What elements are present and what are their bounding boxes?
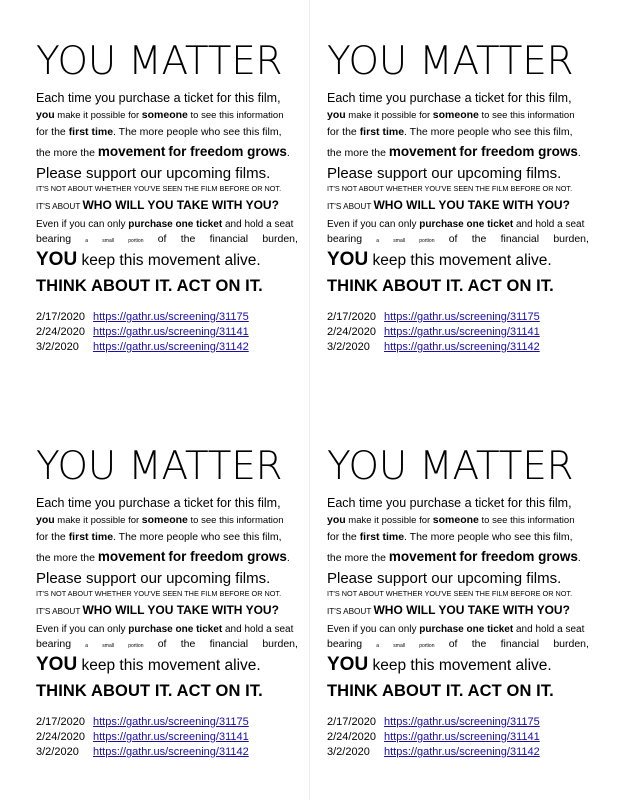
text-line-9: bearing a small portion of the financial burden, [36, 638, 298, 650]
text-line-3: for the first time. The more people who see this film, [327, 126, 573, 138]
text-line-5: Please support our upcoming films. [327, 165, 562, 182]
screening-date: 3/2/2020 [36, 341, 79, 353]
screening-row [327, 325, 589, 340]
screening-link[interactable]: https://gathr.us/screening/31175 [93, 716, 249, 728]
text-line-6: IT'S NOT ABOUT WHETHER YOU'VE SEEN THE FILM BEFORE OR NOT. [327, 589, 573, 598]
text-line-10: YOU keep this movement alive. [327, 249, 552, 270]
call-to-action: THINK ABOUT IT. ACT ON IT. [36, 682, 263, 700]
screening-list [36, 310, 298, 355]
screening-date: 3/2/2020 [327, 746, 370, 758]
screening-date: 3/2/2020 [327, 341, 370, 353]
text-line-4: the more the movement for freedom grows. [327, 549, 581, 564]
screening-link[interactable]: https://gathr.us/screening/31175 [93, 311, 249, 323]
call-to-action: THINK ABOUT IT. ACT ON IT. [327, 277, 554, 295]
screening-date: 2/17/2020 [327, 311, 376, 323]
screening-date: 2/24/2020 [36, 731, 85, 743]
screening-date: 3/2/2020 [36, 746, 79, 758]
screening-link[interactable]: https://gathr.us/screening/31142 [384, 341, 540, 353]
text-line-10: YOU keep this movement alive. [327, 654, 552, 675]
text-line-9: bearing a small portion of the financial burden, [327, 638, 589, 650]
screening-list [36, 715, 298, 760]
screening-link[interactable]: https://gathr.us/screening/31142 [384, 746, 540, 758]
text-line-8: Even if you can only purchase one ticket and hold a seat [36, 219, 294, 230]
screening-row [327, 340, 589, 355]
text-line-8: Even if you can only purchase one ticket and hold a seat [36, 624, 294, 635]
text-line-1: Each time you purchase a ticket for this film, [36, 496, 281, 510]
text-line-7: IT'S ABOUT WHO WILL YOU TAKE WITH YOU? [327, 603, 570, 617]
text-line-3: for the first time. The more people who see this film, [327, 531, 573, 543]
text-line-1: Each time you purchase a ticket for this film, [327, 496, 572, 510]
text-line-5: Please support our upcoming films. [327, 570, 562, 587]
screening-link[interactable]: https://gathr.us/screening/31141 [384, 326, 540, 338]
call-to-action: THINK ABOUT IT. ACT ON IT. [36, 277, 263, 295]
text-line-10: YOU keep this movement alive. [36, 249, 261, 270]
screening-link[interactable]: https://gathr.us/screening/31175 [384, 716, 540, 728]
screening-link[interactable]: https://gathr.us/screening/31142 [93, 746, 249, 758]
text-line-3: for the first time. The more people who see this film, [36, 531, 282, 543]
text-line-1: Each time you purchase a ticket for this film, [327, 91, 572, 105]
text-line-7: IT'S ABOUT WHO WILL YOU TAKE WITH YOU? [36, 603, 279, 617]
flyer [327, 445, 589, 760]
text-line-8: Even if you can only purchase one ticket and hold a seat [327, 624, 585, 635]
screening-row [327, 745, 589, 760]
text-line-2: you make it possible for someone to see this information [36, 514, 284, 526]
screening-row [327, 730, 589, 745]
text-line-6: IT'S NOT ABOUT WHETHER YOU'VE SEEN THE FILM BEFORE OR NOT. [36, 184, 282, 193]
flyer [36, 40, 298, 355]
screening-date: 2/24/2020 [327, 326, 376, 338]
screening-row [327, 310, 589, 325]
screening-date: 2/17/2020 [36, 716, 85, 728]
text-line-4: the more the movement for freedom grows. [36, 144, 290, 159]
page-divider [309, 0, 310, 800]
text-line-7: IT'S ABOUT WHO WILL YOU TAKE WITH YOU? [327, 198, 570, 212]
flyer [327, 40, 589, 355]
screening-row [327, 715, 589, 730]
flyer-title: YOU MATTER [327, 444, 574, 489]
screening-link[interactable]: https://gathr.us/screening/31141 [93, 326, 249, 338]
screening-row [36, 340, 298, 355]
flyer [36, 445, 298, 760]
text-line-2: you make it possible for someone to see this information [36, 109, 284, 121]
screening-link[interactable]: https://gathr.us/screening/31141 [93, 731, 249, 743]
screening-row [36, 310, 298, 325]
text-line-1: Each time you purchase a ticket for this film, [36, 91, 281, 105]
flyer-title: YOU MATTER [327, 39, 574, 84]
screening-row [36, 745, 298, 760]
text-line-4: the more the movement for freedom grows. [36, 549, 290, 564]
screening-date: 2/24/2020 [36, 326, 85, 338]
screening-link[interactable]: https://gathr.us/screening/31142 [93, 341, 249, 353]
call-to-action: THINK ABOUT IT. ACT ON IT. [327, 682, 554, 700]
text-line-2: you make it possible for someone to see this information [327, 109, 575, 121]
text-line-2: you make it possible for someone to see this information [327, 514, 575, 526]
text-line-9: bearing a small portion of the financial burden, [327, 233, 589, 245]
screening-link[interactable]: https://gathr.us/screening/31175 [384, 311, 540, 323]
screening-date: 2/17/2020 [327, 716, 376, 728]
screening-row [36, 325, 298, 340]
flyer-title: YOU MATTER [36, 39, 283, 84]
text-line-3: for the first time. The more people who see this film, [36, 126, 282, 138]
screening-list [327, 715, 589, 760]
text-line-9: bearing a small portion of the financial burden, [36, 233, 298, 245]
screening-row [36, 715, 298, 730]
text-line-8: Even if you can only purchase one ticket and hold a seat [327, 219, 585, 230]
text-line-5: Please support our upcoming films. [36, 165, 271, 182]
text-line-10: YOU keep this movement alive. [36, 654, 261, 675]
screening-date: 2/24/2020 [327, 731, 376, 743]
flyer-title: YOU MATTER [36, 444, 283, 489]
screening-row [36, 730, 298, 745]
text-line-7: IT'S ABOUT WHO WILL YOU TAKE WITH YOU? [36, 198, 279, 212]
screening-list [327, 310, 589, 355]
text-line-5: Please support our upcoming films. [36, 570, 271, 587]
screening-date: 2/17/2020 [36, 311, 85, 323]
text-line-4: the more the movement for freedom grows. [327, 144, 581, 159]
text-line-6: IT'S NOT ABOUT WHETHER YOU'VE SEEN THE FILM BEFORE OR NOT. [327, 184, 573, 193]
text-line-6: IT'S NOT ABOUT WHETHER YOU'VE SEEN THE FILM BEFORE OR NOT. [36, 589, 282, 598]
screening-link[interactable]: https://gathr.us/screening/31141 [384, 731, 540, 743]
